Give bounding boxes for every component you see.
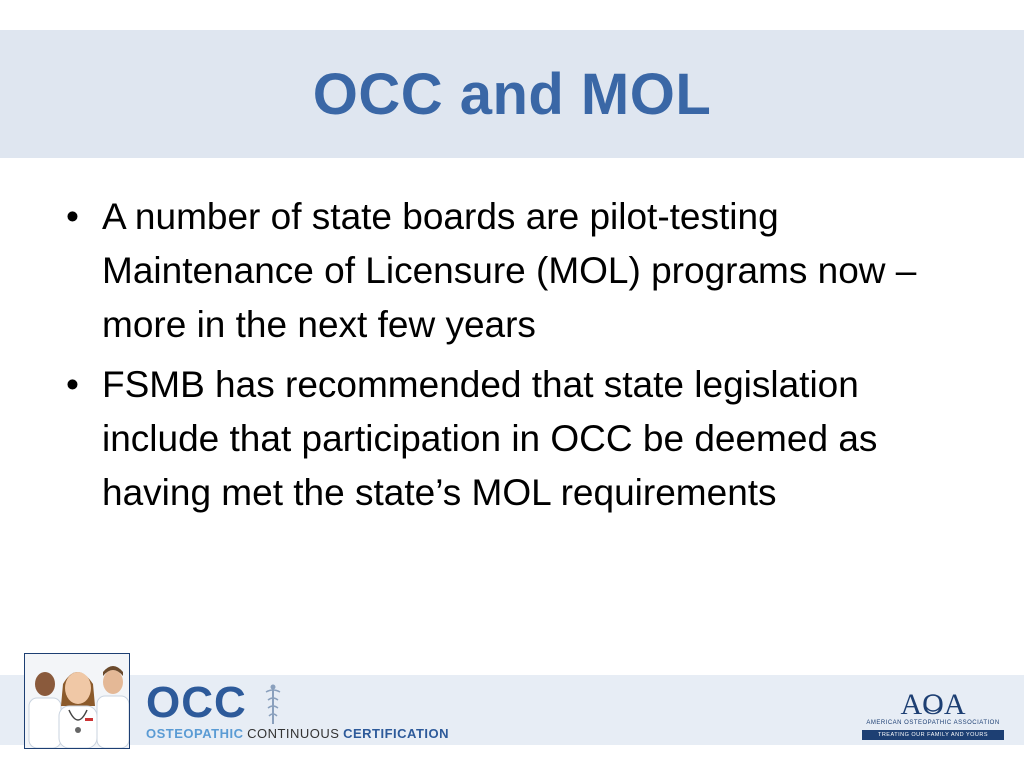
- bullet-marker: •: [66, 196, 79, 237]
- bullet-text: A number of state boards are pilot-testing Maintenance of Licensure (MOL) programs now – more in the next few years: [102, 196, 917, 345]
- bullet-list: [60, 190, 980, 520]
- bullet-item: [60, 358, 980, 520]
- aoa-tagline: TREATING OUR FAMILY AND YOURS: [862, 730, 1004, 740]
- occ-logo-subtitle: [146, 726, 449, 742]
- aoa-name: AMERICAN OSTEOPATHIC ASSOCIATION: [866, 720, 1000, 726]
- aoa-emblem-icon: [862, 684, 1004, 720]
- doctors-illustration: [25, 654, 129, 748]
- occ-word-continuous: CONTINUOUS: [247, 726, 340, 741]
- occ-logo-mark: OCC: [146, 678, 247, 727]
- bullet-marker: •: [66, 364, 79, 405]
- occ-logo: [146, 680, 506, 744]
- doctors-photo: [24, 653, 130, 749]
- slide-title: OCC and MOL: [312, 62, 712, 127]
- caduceus-icon: [262, 684, 284, 724]
- occ-word-certification: CERTIFICATION: [343, 726, 450, 741]
- occ-word-osteopathic: OSTEOPATHIC: [146, 726, 244, 741]
- aoa-logo: [862, 684, 1004, 740]
- aoa-mark-text: AOA: [900, 688, 966, 720]
- bullet-text: FSMB has recommended that state legislation include that participation in OCC be deemed as having met the state’s MOL requirements: [102, 364, 878, 513]
- bullet-item: [60, 190, 980, 352]
